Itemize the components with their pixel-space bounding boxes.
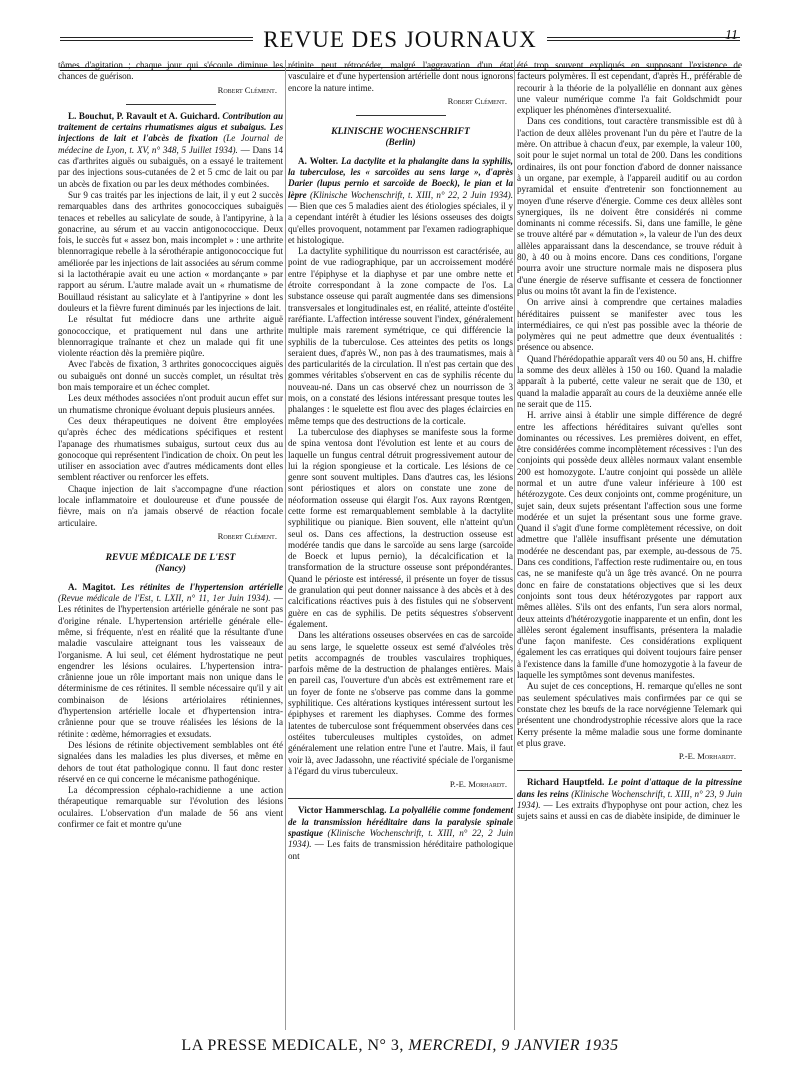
separator <box>288 798 513 799</box>
signature: Robert Clément. <box>217 84 277 95</box>
journal-city: (Nancy) <box>155 563 186 574</box>
column-2 <box>288 60 513 1030</box>
footer-publication: LA PRESSE MEDICALE, N° <box>181 1037 387 1054</box>
article-author: Victor Hammerschlag. <box>298 805 387 816</box>
paragraph: Les deux méthodes associées n'ont produit aucun effet sur un rhumatisme chronique évoluant depuis plusieurs années. <box>58 393 283 415</box>
article-title: Les rétinites de l'hypertension artérielle <box>121 581 283 592</box>
article-title: Le point d'attaque de la pitressine dans les reins <box>517 777 742 799</box>
paragraph: — Les rétinites de l'hypertension artérielle générale ne sont pas d'origine rénale. L'hypertension artérielle générale elle-même, si fréquente, n'est en réalité que la résultante d'une maladie vasculaire atteignant tous les vaisseaux de l'organisme. A lui seul, cet élément hydrostatique ne peut engendrer les lésions oculaires. L'hypertension intra-crânienne joue un rôle important mais non unique dans le déterminisme de ces rétinites. Il semble nécessaire qu'il y ait combinaison de lésions artériolaires rétiniennes, d'hypertension artérielle locale et d'hypertension intra-crânienne pour que se trouve réalisées les lésions de la rétinite : œdème, hémorragies et exsudats. <box>58 593 283 739</box>
paragraph: Dans ces conditions, tout caractère transmissible est dû à l'action de deux allèles provenant l'un du père et l'autre de la mère. On attribue à chacun d'eux, par exemple, la valeur 100, soit pour le sujet normal un total de 200. Dans les conditions ordinaires, ils ont pour fonction d'abord de donner naissance à un organe, par exemple, à l'appareil auditif ou au cordon pyramidal et ensuite d'entretenir son fonctionnement au moyen d'une réserve d'énergie. Comme ces deux allèles sont synergiques, ils ne doivent être considérés ni comme dominants ni comme récessifs. Si, dans une famille, le gène se trouve altéré par « démutation », la valeur de l'un des deux allèles apparaissant dans la descendance, se trouve réduit à 80, à 40 ou à moins encore. Dans ces conditions, l'organe pourra avoir une structure normale mais ne disposera plus d'une énergie de réserve suffisante et cessera de fonctionner plus ou moins tôt avant la fin de l'existence. <box>517 116 742 296</box>
column-3 <box>517 60 742 1030</box>
column-divider <box>285 60 286 1030</box>
paragraph: La tuberculose des diaphyses se manifeste sous la forme de spina ventosa dont l'évolution est lente et au cours de laquelle un fungus central détruit progressivement autour de lui la région spongieuse et la corticale. Les lésions de ce genre sont souvent multiples. Dans d'autres cas, les lésions sont périostiques et alors on constate une zone de néoformation osseuse qui élargit l'os. Aux rayons Rœntgen, cette forme est remarquablement semblable à la dactylite syphilitique ou pianique. Bien souvent, elle n'atteint qu'un seul os. Dans ces affections, la destruction osseuse est modérée tandis que dans le sarcoïde au sens large (sarcoïde de Boeck et lupus pernio), la décalcification et la transformation de la structure osseuse sont prépondérantes. Quand le périoste est intéressé, il présente un foyer de tissus de granulation qui peut donner naissance à des abcès et à des calcifications réactives puis à des fistules qui ne s'observent guère en cas de syphilis. De petits séquestres s'observent également. <box>288 426 513 629</box>
paragraph: H. arrive ainsi à établir une simple différence de degré entre les affections héréditaires suivant qu'elles sont dominantes ou récessives. Les premières doivent, en effet, être considérées comme incomplètement récessives : l'un des conjoints qui possède deux allèles normaux valant ensemble 200 est homozygote. L'autre conjoint qui possède un allèle normal et un autre d'une valeur inférieure à 100 est hétérozygote. Ces deux conjoints ont, comme progéniture, un sujet sain, deux sujets présentant l'affection sous une forme modérée et un sujet la présentant sous une forme grave. Quand il s'agit d'une forme complètement récessive, on doit admettre que l'allèle insuffisant présente une démutation modérée ne descendant pas, par exemple, au-dessous de 75. Dans ces conditions, l'affection reste rudimentaire ou, en tous cas, ne se manifeste qu'à un âge très avancé. On ne pourra donc en faire de constatations objectives que si les deux conjoints sont tous deux hétérozygotes par rapport aux mêmes allèles. S'ils ont des enfants, l'un sera alors normal, deux atteints d'hétérozygotie inapparente et un enfin, dont les allèles seront également insuffisants, présentera la maladie d'une façon manifeste. Ces considérations expliquent également les cas erratiques qui doivent toujours faire penser à l'existence dans la famille d'une homozygotie à la faveur de laquelle les symptômes sont devenus manifestes. <box>517 410 742 681</box>
article-author: L. Bouchut, P. Ravault et A. Guichard. <box>68 110 220 121</box>
paragraph: Dans les altérations osseuses observées en cas de sarcoïde au sens large, le squelette osseux est semé d'alvéoles très petits accompagnés de troubles vasculaires trophiques, parfois même de la destruction de phalanges entières. Mais en pareil cas, l'ouverture d'un abcès est extrêmement rare et un foyer de fonte ne s'observe pas comme dans la gomme syphilitique. Ces altérations kystiques intéressent surtout les épiphyses et rarement les diaphyses. Comme des formes latentes de tuberculose sont fréquemment observées dans ces ostéites tuberculeuses multiples cystoïdes, on admet généralement une relation entre l'une et l'autre. Mais, il faut voir là, avec Jadassohn, une réactivité spéciale de l'organisme à l'égard du virus tuberculeux. <box>288 630 513 776</box>
article-title: Contribution au traitement de certains rhumatismes aigus et subaigus. Les injections de lait et l'abcès de fixation <box>58 110 283 144</box>
article-header <box>288 805 513 861</box>
signature: P.-E. Morhardt. <box>678 751 736 762</box>
journal-city: (Berlin) <box>385 137 416 148</box>
signature: P.-E. Morhardt. <box>449 779 507 790</box>
paragraph: Ces deux thérapeutiques ne doivent être employées qu'après échec des médications spécifiques et restent l'apanage des rhumatismes subaigus, surtout ceux dus au gonocoque qui représentent l'indication de choix. On peut les utiliser en association avec d'autres médicaments dont elles semblent réactiver ou renforcer les effets. <box>58 415 283 483</box>
article-header <box>517 777 742 822</box>
article-title: La dactylite et la phalangite dans la syphilis, la tuberculose, les « sarcoïdes au sens large », d'après Darier (lupus pernio et sarcoïde de Boeck), le pian et la lèpre <box>288 155 513 200</box>
paragraph: été trop souvent expliqués en supposant l'existence de facteurs polymères. Il est cependant, d'après H., préférable de recourir à la théorie de la polyallélie en donnant aux gènes une valeur numérique comme l'a fait Goldschmidt pour expliquer les phénomènes d'intersexualité. <box>517 60 742 116</box>
article-reference: (Klinische Wochenschrift, t. XIII, n° 22, 2 Juin 1934). <box>310 189 513 200</box>
signature: Robert Clément. <box>217 530 277 541</box>
footer-issue: 3, <box>390 1037 404 1054</box>
paragraph: — Bien que ces 5 maladies aient des étiologies spéciales, il y a cependant intérêt à étudier les lésions osseuses des doigts qu'elles provoquent, notamment par l'examen radiographique et histologique. <box>288 200 513 245</box>
paragraph: — Les extraits d'hypophyse ont pour action, chez les sujets sains et aussi en cas de diabète insipide, de diminuer le <box>517 800 742 822</box>
paragraph: tômes d'agitation ; chaque jour qui s'écoule diminue les chances de guérison. <box>58 60 283 82</box>
paragraph: Le résultat fut médiocre dans une arthrite aiguë gonococcique, et pratiquement nul dans une arthrite blennorragique traînante et chez un malade qui fit une violente réaction dès la première piqûre. <box>58 314 283 359</box>
paragraph: Chaque injection de lait s'accompagne d'une réaction locale inflammatoire et douloureuse et d'une poussée de fièvre, mais on n'a jamais observé de réaction focale articulaire. <box>58 483 283 528</box>
paragraph: — Les faits de transmission héréditaire pathologique ont <box>288 839 513 861</box>
separator <box>517 770 742 771</box>
article-reference: (Klinische Wochenschrift, t. XIII, n° 23, 9 Juin 1934). <box>517 788 742 810</box>
article-author: Richard Hauptfeld. <box>527 777 605 788</box>
page-footer <box>60 1037 740 1055</box>
column-divider <box>514 60 515 1030</box>
footer-date: MERCREDI, 9 JANVIER 1935 <box>408 1037 619 1054</box>
separator <box>356 115 446 116</box>
paragraph: La décompression céphalo-rachidienne a une action thérapeutique remarquable sur l'évolution des lésions oculaires. L'observation d'un malade de 56 ans vient confirmer ce fait et montre qu'une <box>58 785 283 829</box>
paragraph: Des lésions de rétinite objectivement semblables ont été signalées dans les maladies les plus diverses, et même en dehors de tout état pathologique connu. Il faut donc rester réservé en ce qui concerne le mécanisme pathogénique. <box>58 739 283 784</box>
paragraph: On arrive ainsi à comprendre que certaines maladies héréditaires puissent se manifester avec tous les intermédiaires, ce qui n'est pas possible avec la théorie de polymères qui ne peut admettre que deux éventualités : présence ou absence. <box>517 297 742 353</box>
paragraph: Sur 9 cas traités par les injections de lait, il y eut 2 succès remarquables dans des arthrites gonococciques subaiguës tenaces et rebelles au salicylate de soude, à l'antipyrine, à la gonacrine, au sérum et au vaccin antigonococcique. Deux fois, le succès fut « assez bon, mais incomplet » : une arthrite blennorragique rebelle à la sérothérapie antigonococcique fut améliorée par les injections de lait associées au sérum comme si la lactothérapie avait eu une action « mordançante » par rapport au sérum. L'autre malade avait un « rhumatisme de Bouillaud résistant au salicylate et à l'antipyrine » dont les douleurs et la fièvre furent diminués par les injections de lait. <box>58 189 283 313</box>
article-header <box>58 582 283 740</box>
signature: Robert Clément. <box>447 95 507 106</box>
article-reference: (Le Journal de médecine de Lyon, t. XV, n° 348, 5 Juillet 1934). <box>58 133 283 155</box>
article-header <box>58 111 283 190</box>
paragraph: La dactylite syphilitique du nourrisson est caractérisée, au point de vue radiographique, par un accroissement modéré entre l'épiphyse et la diaphyse et par une ombre nette et étroite correspondant à la zone compacte de l'os. La substance osseuse qui paraît augmentée dans ses dimensions transversales et longitudinales est, en réalité, atteinte d'ostéite raréfiante. L'affection intéresse souvent l'index, généralement multiple mais rarement symétrique, ce qui différencie la syphilis de la tuberculose. Ces atteintes des petits os longs seraient dues, d'après W., non pas à des traumatismes, mais à des particularités de la circulation. Il n'est pas certain que des gommes véritables s'observent en cas de syphilis récente du nouveau-né. Dans un cas observé chez un nourrisson de 3 mois, on a constaté des lésions intéressant presque toutes les phalanges : le squelette est flou avec des plages éclaircies en même temps que des destructions de la corticale. <box>288 246 513 426</box>
journal-heading: KLINISCHE WOCHENSCHRIFT <box>331 126 470 138</box>
column-1 <box>58 60 283 1030</box>
paragraph: Au sujet de ces conceptions, H. remarque qu'elles ne sont pas seulement spéculatives mais confirmées par ce qui se constate chez les bœufs de la race norvégienne Telemark qui présentent une chondrodystrophie récessive alors que la race Kerry présente la même maladie sous une forme dominante et plus grave. <box>517 681 742 748</box>
separator <box>126 104 216 105</box>
paragraph: Avec l'abcès de fixation, 3 arthrites gonococciques aiguës ou subaiguës ont donné un succès complet, un résultat très bon mais temporaire et un échec complet. <box>58 359 283 393</box>
paragraph: rétinite peut rétrocéder, malgré l'aggravation d'un état vasculaire et d'une hypertension artérielle dont nous ignorons encore la nature intime. <box>288 60 513 93</box>
paragraph: Quand l'hérédopathie apparaît vers 40 ou 50 ans, H. chiffre la somme des deux allèles à 150 ou 160. Quand la maladie apparaît à la puberté, cette valeur ne serait que de 130, et quand la maladie apparaît au cours de la deuxième année elle ne serait que de 115. <box>517 353 742 409</box>
article-author: A. Magitot. <box>68 581 116 592</box>
journal-heading: REVUE MÉDICALE DE L'EST <box>105 552 236 564</box>
paragraph: — Dans 14 cas d'arthrites aiguës ou subaiguës, on a essayé le traitement par des injections sous-cutanées de 2 et 5 cmc de lait ou par un abcès de fixation ou par les deux méthodes combinées. <box>58 144 283 189</box>
article-reference: (Klinische Wochenschrift, t. XIII, n° 22, 2 Juin 1934). <box>288 828 513 850</box>
page-title: REVUE DES JOURNAUX <box>60 26 740 54</box>
article-header <box>288 156 513 246</box>
article-author: A. Wolter. <box>298 155 338 166</box>
article-reference: (Revue médicale de l'Est, t. LXII, n° 11, 1er Juin 1934). <box>58 593 271 604</box>
article-title: La polyallélie comme fondement de la transmission héréditaire dans la paralysie spinale spastique <box>288 805 513 838</box>
page-number: 11 <box>725 28 738 43</box>
